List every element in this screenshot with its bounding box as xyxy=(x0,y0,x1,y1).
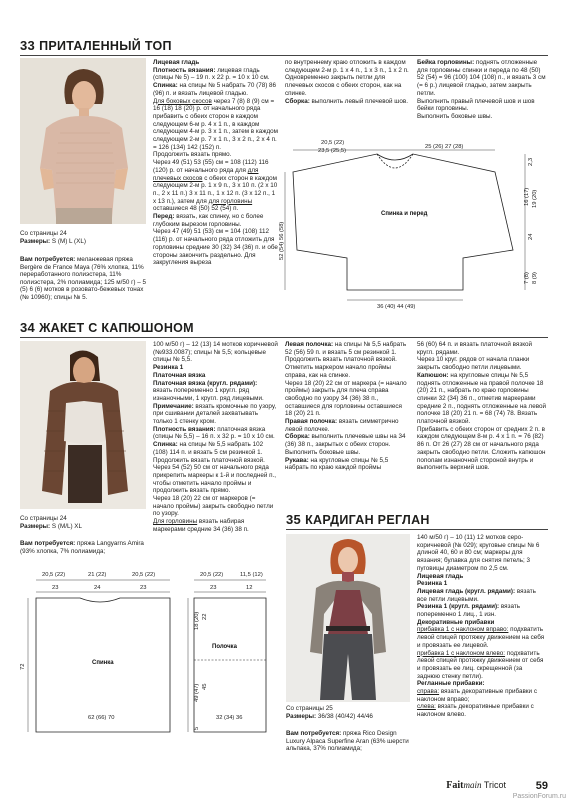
section-33-column-3: по внутреннему краю отложить в каждом следующем 2-м р. 1 x 4 п., 1 x 3 п., 1 x 2 п. Одновременно закрыть петли для плечевых скосов с обеих сторон, как на спинке. Сборка: выполнить левый плечевой шов. xyxy=(285,59,409,105)
svg-text:36 (40) 44 (49): 36 (40) 44 (49) xyxy=(377,304,416,310)
watermark: PassionForum.ru xyxy=(512,793,566,800)
section-35-title: 35 КАРДИГАН РЕГЛАН xyxy=(286,512,430,527)
svg-text:18 (20): 18 (20) xyxy=(194,611,200,630)
top-schema xyxy=(279,140,547,310)
svg-text:20,5 (22): 20,5 (22) xyxy=(321,140,345,146)
cardigan-model-photo xyxy=(286,534,410,702)
svg-text:62 (66) 70: 62 (66) 70 xyxy=(88,715,115,721)
svg-text:22: 22 xyxy=(202,613,208,620)
magazine-brand: Faitmain Tricot xyxy=(446,780,506,791)
svg-text:32 (34) 36: 32 (34) 36 xyxy=(216,715,243,721)
section-33-column-2: Лицевая гладь Плотность вязания: лицевая гладь (спицы № 5) – 19 п. x 22 р. = 10 x 10 см. Спинка: на спицы № 5 набрать 70 (78) 86 (96) п. и вязать лицевой гладью. Для боковых скосов через 7 (8) 8 (9) см = 16 (18) 18 (20) р. от начального ряда прибавить с обеих сторон в каждом следующем 6-м р. 4 x 1 п., в каждом следующем 4-м р. 3 x 1 п., затем в каждом следующем 2-м р. 7 x 1 п., 3 x 2 п., 2 x 4 п. = 126 (134) 142 (152) п. Продолжить вязать прямо. Через 49 (51) 53 (55) см = 108 (112) 116 (120) р. от начального ряда для для плечевых скосов с обеих сторон в каждом следующем 2-м р. 1 x 9 п., 3 x 10 п. (2 x 10 п., 2 x 11 п.) 3 x 11 п., 1 x 12 п. (3 x 12 п., 1 x 13 п.), затем для для горловины оставшиеся 48 (50) 52 (54) п. Перед: вязать, как спинку, но с более глубоким вырезом горловины. Через 47 (49) 51 (53) см = 104 (108) 112 (116) р. от начального ряда отложить для горловины средние 30 (32) 34 (36) п. и обе стороны закончить раздельно. Для закругления выреза xyxy=(153,59,279,267)
svg-text:Спинка: Спинка xyxy=(92,660,114,666)
section-34-materials: Вам потребуется: пряжа Langyarns Amira (93% хлопка, 7% полиамида; xyxy=(20,540,144,555)
section-33-caption: Со страницы 24 Размеры: S (M) L (XL) xyxy=(20,230,86,245)
section-34-rule xyxy=(20,337,548,338)
svg-text:2,3: 2,3 xyxy=(528,157,534,166)
section-34-title: 34 ЖАКЕТ С КАПЮШОНОМ xyxy=(20,320,194,335)
svg-text:23,5 (25,5): 23,5 (25,5) xyxy=(318,148,347,154)
svg-text:49 (47): 49 (47) xyxy=(194,683,200,702)
svg-text:24: 24 xyxy=(94,585,101,591)
svg-text:12: 12 xyxy=(246,585,253,591)
section-35-caption: Со страницы 25 Размеры: 36/38 (40/42) 44/46 xyxy=(286,705,373,720)
cardigan-model-illustration xyxy=(286,534,410,702)
jacket-front-schema xyxy=(180,568,284,740)
svg-text:20,5 (22): 20,5 (22) xyxy=(200,572,224,578)
top-model-photo xyxy=(20,58,146,224)
svg-text:8 (9): 8 (9) xyxy=(532,272,538,284)
jacket-back-schema xyxy=(20,568,180,740)
section-33-column-4: Бейка горловины: поднять отложенные для горловины спинки и переда по 48 (50) 52 (54) = 96 (100) 104 (108) п., и вязать 3 см (= 6 р.) лицевой гладью, затем закрыть петли. Выполнить правый плечевой шов и шов бейки горловины. Выполнить боковые швы. xyxy=(417,59,546,120)
svg-text:16 (17): 16 (17) xyxy=(524,187,530,206)
svg-text:23: 23 xyxy=(210,585,217,591)
svg-text:45: 45 xyxy=(202,683,208,690)
svg-text:25 (26) 27 (28): 25 (26) 27 (28) xyxy=(425,144,464,150)
svg-text:20,5 (22): 20,5 (22) xyxy=(42,572,66,578)
svg-text:72: 72 xyxy=(20,663,26,670)
svg-text:20,5 (22): 20,5 (22) xyxy=(132,572,156,578)
section-33-title: 33 ПРИТАЛЕННЫЙ ТОП xyxy=(20,38,172,53)
svg-text:5: 5 xyxy=(194,726,200,730)
section-34-caption: Со страницы 24 Размеры: S (M/L) XL xyxy=(20,515,82,530)
jacket-model-photo xyxy=(20,341,146,509)
svg-text:7 (8): 7 (8) xyxy=(524,272,530,284)
page-number: 59 xyxy=(535,780,548,792)
svg-text:21 (22): 21 (22) xyxy=(88,572,107,578)
section-34-column-3: Левая полочка: на спицы № 5,5 набрать 52 (56) 59 п. и вязать 5 см резинкой 1. Продолжить вязать платочной вязкой. Отметить маркером начало проймы справа, как на спинке. Через 18 (20) 22 см от маркера (= начало проймы) закрыть для плеча справа свободно по узору 34 (36) 38 п., оставшиеся для горловины оставшиеся 18 (20) 21 п. Правая полочка: вязать симметрично левой полочке. Сборка: выполнить плечевые швы на 34 (36) 38 п., закрытых с обеих сторон. Выполнить боковые швы. Рукава: на кругловые спицы № 5,5 набрать по краю каждой проймы xyxy=(285,341,407,472)
svg-text:Спинка и перед: Спинка и перед xyxy=(381,211,428,217)
section-35-rule xyxy=(286,529,548,530)
section-34-column-4: 56 (60) 64 п. и вязать платочной вязкой кругл. рядами. Через 10 круг. рядов от начала планки закрыть свободно петли лицевыми. Капюшон: на кругловые спицы № 5,5 поднять отложенные на правой полочке 18 (20) 21 п., набрать по краю горловины спинки 32 (34) 36 п., отметив маркерами средние 2 п., поднять отложенные на левой полочке 18 (20) 21 п. = 68 (74) 78. Вязать платочной вязкой. Прибавить с обеих сторон от средних 2 п. в каждом следующем 8-м р. 4 x 1 п. = 76 (82) 86 п. От 26 (27) 28 см от начального ряда закрыть свободно петли. Сложить капюшон пополам изнаночной стороной внутрь и выполнить верхний шов. xyxy=(417,341,547,472)
top-model-illustration xyxy=(20,58,146,224)
section-34-column-2: 100 м/50 г) – 12 (13) 14 мотков коричневой (№933.0087); спицы № 5,5; кольцевые спицы № 5,5. Резинка 1 Платочная вязка Платочная вязка (кругл. рядами): вязать попеременно 1 кругл. ряд изнаночными, 1 кругл. ряд лицевыми. Примечание: вязать кромочные по узору, при сшивании деталей захватывать только 1 стенку кром. Плотность вязания: платочная вязка (спицы № 5,5) – 16 п. x 32 р. = 10 x 10 см. Спинка: на спицы № 5,5 набрать 102 (108) 114 п. и вязать 5 см резинкой 1. Продолжить вязать платочной вязкой. Через 54 (52) 50 см от начального ряда прикрепить маркеры к 1-й и последней п., чтобы отметить начало проймы и продолжить вязать прямо. Через 18 (20) 22 см от маркеров (= начало проймы) закрыть свободно петли по узору. Для горловины вязать набирая маркерами средние 34 (36) 38 п. xyxy=(153,341,278,533)
svg-text:Полочка: Полочка xyxy=(212,644,237,650)
svg-text:23: 23 xyxy=(52,585,59,591)
jacket-model-illustration xyxy=(20,341,146,509)
svg-text:11,5 (12): 11,5 (12) xyxy=(240,572,263,578)
section-35-column: 140 м/50 г) – 10 (11) 12 мотков серо-коричневой (№ 029); круговые спицы № 6 длиной 40, 60 и 80 см; маркеры для вязания; булавка для снятия петель; 3 пуговицы диаметром по 2,5 см. Лицевая гладь Резинка 1 Лицевая гладь (кругл. рядами): вязать все петли лицевыми. Резинка 1 (кругл. рядами): вязать попеременно 1 лиц., 1 изн. Декоративные прибавки прибавка 1 с наклоном вправо: подхватить левой спицей протяжку движением на себя и провязать ее лицевой. прибавка 1 с наклоном влево: подхватить левой спицей протяжку движением от себя и провязать ее лиц. скрещенной (за заднюю стенку петли). Регланные прибавки: справа: вязать декоративные прибавки с наклоном вправо; слева: вязать декоративные прибавки с наклоном влево. xyxy=(417,534,545,719)
section-33-rule xyxy=(20,55,548,56)
svg-text:19 (20): 19 (20) xyxy=(532,189,538,208)
svg-text:52 (54) 56 (58): 52 (54) 56 (58) xyxy=(279,221,285,260)
svg-text:24: 24 xyxy=(528,233,534,240)
section-33-materials: Вам потребуется: меланжевая пряжа Bergère de France Maya (76% хлопка, 11% переработанного полиэстера, 11% полиэстера, 2% полиамида; 125 м/50 г) – 5 (5) 6 (6) мотков в розовато-бежевых тонах (№ 10960); спицы № 5. xyxy=(20,256,146,301)
svg-text:23: 23 xyxy=(140,585,147,591)
section-35-materials: Вам потребуется: пряжа Rico Design Luxury Alpaca Superfine Aran (63% шерсти альпака, 37% полиамида; xyxy=(286,730,409,753)
